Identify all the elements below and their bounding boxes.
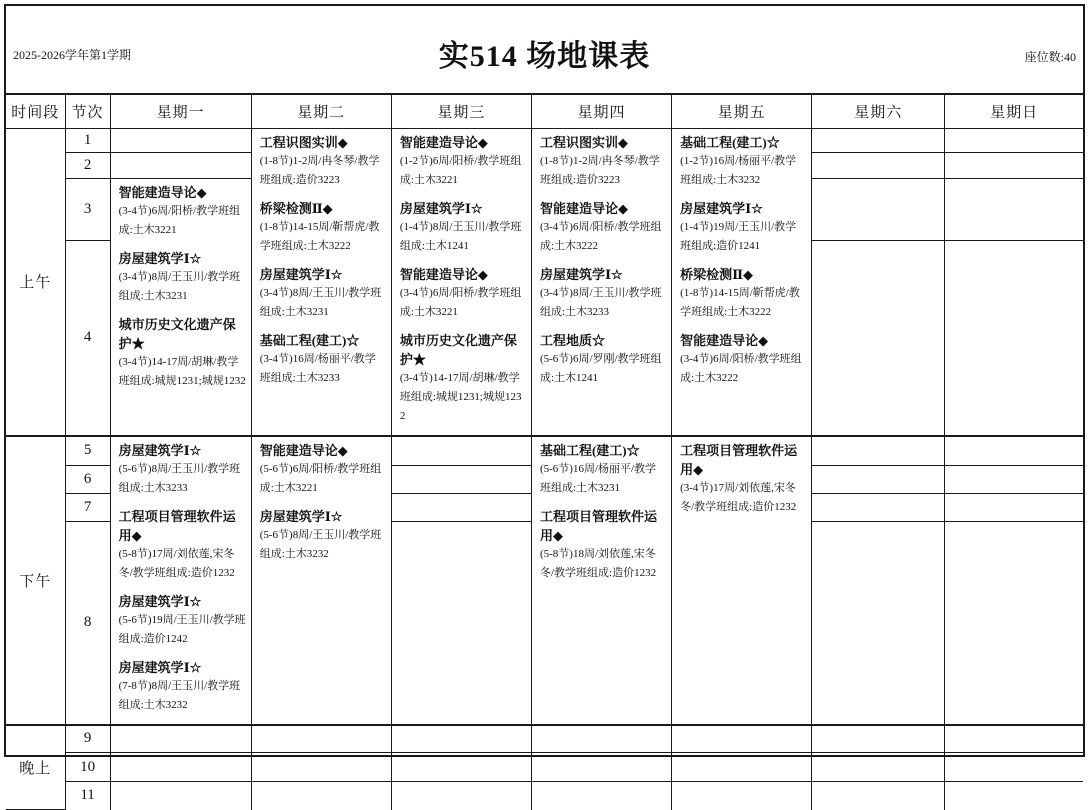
cell-tue-p11 <box>251 782 391 810</box>
course-block <box>680 265 806 322</box>
course-title: 房屋建筑学Ⅰ☆ <box>399 200 483 216</box>
course-detail: (3-4节)8周/王玉川/教学班组成:土木3231 <box>259 286 382 318</box>
course-detail: (1-8节)1-2周/冉冬琴/教学班组成:造价3223 <box>259 154 380 186</box>
course-detail: (3-4节)14-17周/胡琳/教学班组成:城规1231;城规1232 <box>118 355 246 387</box>
course-title: 房屋建筑学Ⅰ☆ <box>118 250 202 266</box>
course-detail: (5-6节)8周/王玉川/教学班组成:土木3232 <box>259 528 382 560</box>
section-label-morning: 上午 <box>6 128 65 436</box>
timetable <box>6 95 1083 810</box>
cell-tue-p1-4 <box>251 128 391 436</box>
page-title: 实514 场地课表 <box>438 40 651 73</box>
cell-sat-p1 <box>812 128 945 152</box>
course-block <box>680 331 806 388</box>
course-detail: (5-8节)17周/刘依莲,宋冬冬/教学班组成:造价1232 <box>118 547 235 579</box>
course-detail: (1-4节)8周/王玉川/教学班组成:土木1241 <box>399 220 522 252</box>
cell-mon-p5-8 <box>110 436 251 725</box>
course-block <box>540 441 666 498</box>
cell-sun-p3 <box>945 178 1083 241</box>
course-title: 智能建造导论◆ <box>399 134 488 150</box>
course-detail: (1-8节)14-15周/靳帮虎/教学班组成:土木3222 <box>680 286 800 318</box>
course-title: 基础工程(建工)☆ <box>680 134 780 150</box>
course-block <box>119 315 246 391</box>
course-title: 房屋建筑学Ⅰ☆ <box>118 442 202 458</box>
course-block <box>400 331 526 426</box>
course-title: 基础工程(建工)☆ <box>539 442 640 458</box>
header-day-sun: 星期日 <box>945 95 1083 128</box>
cell-mon-p3-4 <box>110 178 251 436</box>
section-label-evening: 晚上 <box>6 725 65 810</box>
course-title: 工程项目管理软件运用◆ <box>118 508 236 543</box>
cell-sun-p9 <box>945 725 1083 753</box>
cell-fri-p5-8 <box>672 436 812 725</box>
course-block <box>119 441 246 498</box>
course-block <box>540 507 666 583</box>
course-block <box>680 133 806 190</box>
course-detail: (5-6节)19周/王玉川/教学班组成:造价1242 <box>118 613 246 645</box>
cell-wed-p7 <box>391 494 531 522</box>
course-title: 房屋建筑学Ⅰ☆ <box>259 266 343 282</box>
course-title: 房屋建筑学Ⅰ☆ <box>680 200 763 216</box>
course-detail: (3-4节)6周/阳桥/教学班组成:土木3221 <box>399 286 522 318</box>
cell-mon-p10 <box>110 753 251 782</box>
course-title: 智能建造导论◆ <box>539 200 628 216</box>
course-detail: (5-6节)6周/罗刚/教学班组成:土木1241 <box>539 352 662 384</box>
course-title: 城市历史文化遗产保护★ <box>399 332 517 367</box>
timetable-sheet <box>4 4 1085 804</box>
course-title: 房屋建筑学Ⅰ☆ <box>118 659 202 675</box>
cell-mon-p9 <box>110 725 251 753</box>
cell-mon-p2 <box>110 152 251 178</box>
cell-sun-p2 <box>945 152 1083 178</box>
course-detail: (3-4节)8周/王玉川/教学班组成:土木3231 <box>118 270 241 302</box>
period-cell-8: 8 <box>65 522 110 725</box>
period-cell-4: 4 <box>65 241 110 436</box>
cell-sun-p11 <box>945 782 1083 810</box>
course-block <box>680 441 806 517</box>
header-day-sat: 星期六 <box>812 95 945 128</box>
course-title: 智能建造导论◆ <box>399 266 488 282</box>
cell-tue-p9 <box>251 725 391 753</box>
semester-label: 2025-2026学年第1学期 <box>13 48 131 62</box>
header-day-thu: 星期四 <box>531 95 671 128</box>
cell-sun-p7 <box>945 494 1083 522</box>
cell-thu-p9 <box>531 725 671 753</box>
course-block <box>400 265 526 322</box>
header-day-fri: 星期五 <box>672 95 812 128</box>
cell-sat-p6 <box>812 465 945 493</box>
cell-fri-p9 <box>672 725 812 753</box>
course-detail: (5-8节)18周/刘依莲,宋冬冬/教学班组成:造价1232 <box>539 547 657 579</box>
course-block <box>260 199 386 256</box>
cell-wed-p5 <box>391 436 531 466</box>
course-detail: (1-2节)16周/杨丽平/教学班组成:土木3232 <box>680 154 797 186</box>
section-label-afternoon: 下午 <box>6 436 65 725</box>
period-cell-2: 2 <box>65 152 110 178</box>
course-detail: (3-4节)8周/王玉川/教学班组成:土木3233 <box>539 286 662 318</box>
course-block <box>260 507 386 564</box>
course-block <box>119 658 246 715</box>
course-title: 房屋建筑学Ⅰ☆ <box>259 508 343 524</box>
cell-thu-p11 <box>531 782 671 810</box>
cell-wed-p8 <box>391 522 531 725</box>
cell-thu-p10 <box>531 753 671 782</box>
cell-tue-p5-8 <box>251 436 391 725</box>
course-title: 基础工程(建工)☆ <box>259 332 360 348</box>
course-detail: (5-6节)6周/阳桥/教学班组成:土木3221 <box>259 462 382 494</box>
period-cell-11: 11 <box>65 782 110 810</box>
course-detail: (7-8节)8周/王玉川/教学班组成:土木3232 <box>118 679 241 711</box>
course-block <box>400 199 526 256</box>
header-period: 节次 <box>65 95 110 128</box>
course-title: 房屋建筑学Ⅰ☆ <box>539 266 623 282</box>
course-detail: (1-8节)1-2周/冉冬琴/教学班组成:造价3223 <box>539 154 660 186</box>
course-block <box>119 507 246 583</box>
course-detail: (3-4节)6周/阳桥/教学班组成:土木3221 <box>118 204 241 236</box>
course-block <box>260 133 386 190</box>
course-detail: (1-8节)14-15周/靳帮虎/教学班组成:土木3222 <box>259 220 380 252</box>
course-detail: (3-4节)14-17周/胡琳/教学班组成:城规1231;城规1232 <box>399 371 522 422</box>
period-cell-3: 3 <box>65 178 110 241</box>
course-block <box>400 133 526 190</box>
course-title: 房屋建筑学Ⅰ☆ <box>118 593 202 609</box>
course-detail: (3-4节)6周/阳桥/教学班组成:土木3222 <box>539 220 662 252</box>
cell-sun-p6 <box>945 465 1083 493</box>
course-detail: (5-6节)8周/王玉川/教学班组成:土木3233 <box>118 462 241 494</box>
cell-wed-p11 <box>391 782 531 810</box>
course-detail: (5-6节)16周/杨丽平/教学班组成:土木3231 <box>539 462 657 494</box>
course-block <box>540 199 666 256</box>
course-block <box>260 265 386 322</box>
cell-wed-p6 <box>391 465 531 493</box>
course-detail: (3-4节)16周/杨丽平/教学班组成:土木3233 <box>259 352 376 384</box>
cell-thu-p5-8 <box>531 436 671 725</box>
course-title: 工程识图实训◆ <box>259 134 348 150</box>
course-title: 工程项目管理软件运用◆ <box>680 442 798 477</box>
period-cell-1: 1 <box>65 128 110 152</box>
cell-sun-p8 <box>945 522 1083 725</box>
course-title: 智能建造导论◆ <box>259 442 348 458</box>
seat-count-label: 座位数:40 <box>1024 50 1076 64</box>
course-block <box>680 199 806 256</box>
cell-wed-p1-4 <box>391 128 531 436</box>
course-block <box>260 331 386 388</box>
cell-sat-p2 <box>812 152 945 178</box>
cell-sat-p8 <box>812 522 945 725</box>
header-day-tue: 星期二 <box>251 95 391 128</box>
course-detail: (1-4节)19周/王玉川/教学班组成:造价1241 <box>680 220 797 252</box>
cell-sun-p10 <box>945 753 1083 782</box>
cell-tue-p10 <box>251 753 391 782</box>
cell-wed-p9 <box>391 725 531 753</box>
cell-sat-p4 <box>812 241 945 436</box>
cell-fri-p10 <box>672 753 812 782</box>
course-title: 桥梁检测Ⅱ◆ <box>259 200 333 216</box>
cell-sun-p4 <box>945 241 1083 436</box>
cell-sat-p10 <box>812 753 945 782</box>
course-block <box>260 441 386 498</box>
course-detail: (1-2节)6周/阳桥/教学班组成:土木3221 <box>399 154 522 186</box>
header-time-period: 时间段 <box>6 95 65 128</box>
cell-wed-p10 <box>391 753 531 782</box>
period-cell-7: 7 <box>65 494 110 522</box>
cell-fri-p11 <box>672 782 812 810</box>
cell-fri-p1-4 <box>672 128 812 436</box>
period-cell-10: 10 <box>65 753 110 782</box>
cell-sun-p1 <box>945 128 1083 152</box>
header-day-wed: 星期三 <box>391 95 531 128</box>
course-title: 工程项目管理软件运用◆ <box>539 508 657 543</box>
course-detail: (3-4节)17周/刘依莲,宋冬冬/教学班组成:造价1232 <box>680 481 797 513</box>
cell-mon-p11 <box>110 782 251 810</box>
course-block <box>119 183 246 240</box>
period-cell-5: 5 <box>65 436 110 466</box>
period-cell-9: 9 <box>65 725 110 753</box>
course-title: 桥梁检测Ⅱ◆ <box>680 266 754 282</box>
course-title: 工程地质☆ <box>539 332 605 348</box>
course-block <box>540 133 666 190</box>
cell-thu-p1-4 <box>531 128 671 436</box>
cell-sat-p9 <box>812 725 945 753</box>
cell-sat-p7 <box>812 494 945 522</box>
period-cell-6: 6 <box>65 465 110 493</box>
header-day-mon: 星期一 <box>110 95 251 128</box>
course-block <box>119 249 246 306</box>
cell-sat-p11 <box>812 782 945 810</box>
course-detail: (3-4节)6周/阳桥/教学班组成:土木3222 <box>680 352 802 384</box>
cell-sat-p5 <box>812 436 945 466</box>
course-block <box>540 331 666 388</box>
course-block <box>119 592 246 649</box>
course-title: 智能建造导论◆ <box>118 184 207 200</box>
cell-sat-p3 <box>812 178 945 241</box>
course-title: 工程识图实训◆ <box>539 134 628 150</box>
course-block <box>540 265 666 322</box>
cell-mon-p1 <box>110 128 251 152</box>
cell-sun-p5 <box>945 436 1083 466</box>
course-title: 城市历史文化遗产保护★ <box>118 316 236 351</box>
title-band <box>6 6 1083 95</box>
course-title: 智能建造导论◆ <box>680 332 769 348</box>
